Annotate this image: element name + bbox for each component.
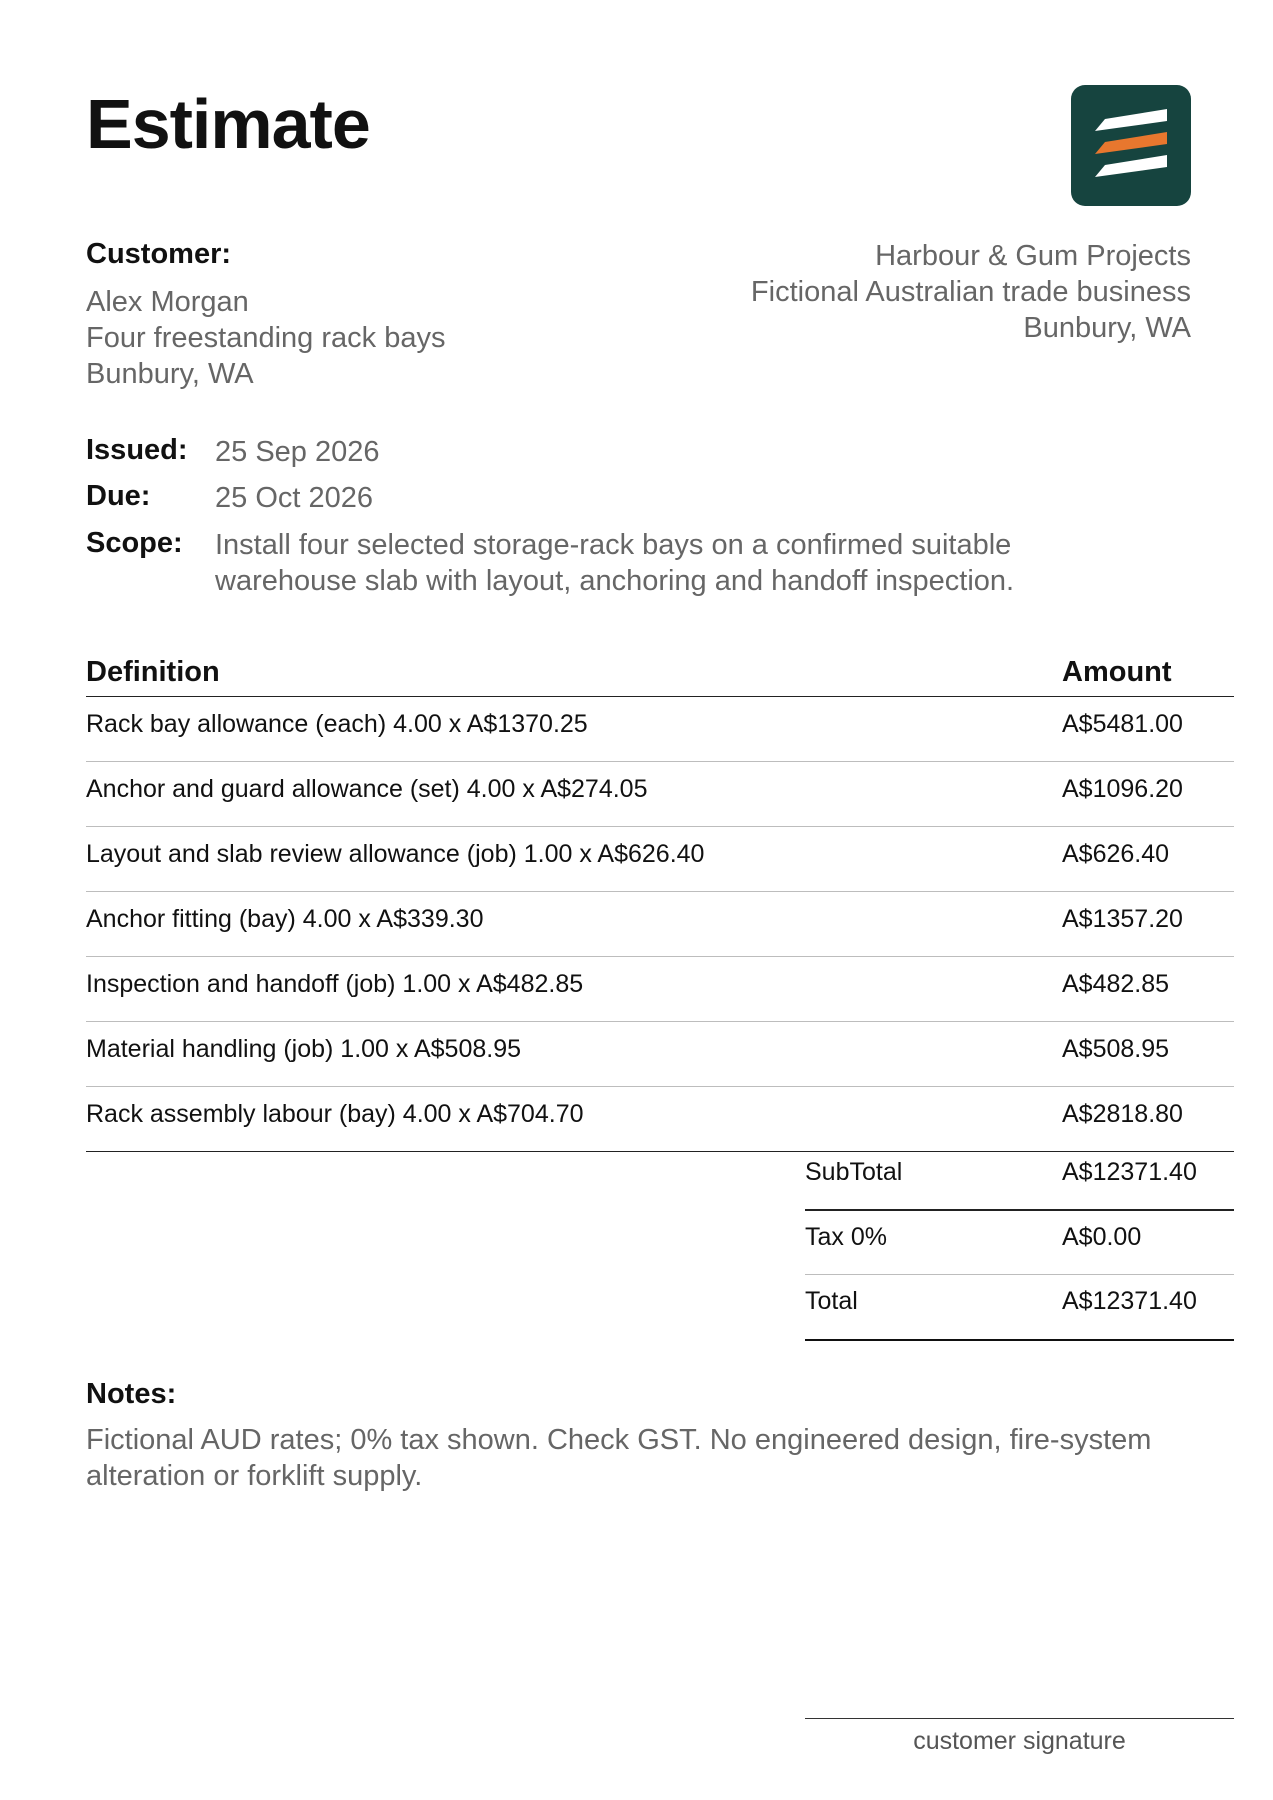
row-amount: A$2818.80	[1062, 1100, 1183, 1128]
row-definition: Rack bay allowance (each) 4.00 x A$1370.25	[86, 710, 588, 738]
table-row	[86, 957, 1234, 1022]
scope-label: Scope:	[86, 527, 183, 559]
amount-header: Amount	[1062, 656, 1172, 688]
row-amount: A$626.40	[1062, 840, 1170, 868]
table-row	[86, 892, 1234, 957]
total-row	[805, 1275, 1234, 1341]
business-location: Bunbury, WA	[1023, 312, 1191, 344]
signature-label: customer signature	[913, 1727, 1126, 1755]
tax-value: A$0.00	[1062, 1223, 1142, 1251]
customer-label: Customer:	[86, 238, 232, 270]
totals-block	[805, 1146, 1234, 1341]
company-logo	[1071, 85, 1191, 206]
notes-line: alteration or forklift supply.	[86, 1460, 423, 1492]
business-description: Fictional Australian trade business	[750, 276, 1191, 308]
customer-name: Alex Morgan	[86, 286, 249, 318]
total-label: Total	[805, 1287, 858, 1315]
table-row	[86, 697, 1234, 762]
table-row	[86, 1087, 1234, 1152]
notes-text	[86, 1422, 1246, 1494]
due-label: Due:	[86, 480, 151, 512]
line-items-table	[86, 652, 1234, 1152]
scope-line: Install four selected storage-rack bays on a confirmed suitable	[215, 529, 1012, 561]
table-header	[86, 652, 1234, 697]
row-definition: Anchor fitting (bay) 4.00 x A$339.30	[86, 905, 484, 933]
row-definition: Anchor and guard allowance (set) 4.00 x A$274.05	[86, 775, 648, 803]
due-value: 25 Oct 2026	[215, 482, 373, 514]
row-definition: Material handling (job) 1.00 x A$508.95	[86, 1035, 522, 1063]
row-definition: Inspection and handoff (job) 1.00 x A$482.85	[86, 970, 584, 998]
row-definition: Layout and slab review allowance (job) 1.00 x A$626.40	[86, 840, 705, 868]
definition-header: Definition	[86, 656, 220, 688]
notes-label: Notes:	[86, 1378, 177, 1410]
customer-details	[86, 284, 445, 392]
row-amount: A$5481.00	[1062, 710, 1183, 738]
scope-line: warehouse slab with layout, anchoring and handoff inspection.	[215, 565, 1015, 597]
total-value: A$12371.40	[1062, 1287, 1197, 1315]
notes-line: Fictional AUD rates; 0% tax shown. Check GST. No engineered design, fire-system	[86, 1424, 1152, 1456]
tax-row	[805, 1211, 1234, 1275]
subtotal-row	[805, 1146, 1234, 1211]
business-details	[751, 238, 1191, 346]
issued-label: Issued:	[86, 434, 188, 466]
customer-project: Four freestanding rack bays	[86, 322, 446, 354]
row-amount: A$1357.20	[1062, 905, 1183, 933]
subtotal-label: SubTotal	[805, 1158, 903, 1186]
table-row	[86, 827, 1234, 892]
scope-value	[215, 527, 1014, 599]
row-amount: A$1096.20	[1062, 775, 1183, 803]
row-amount: A$508.95	[1062, 1035, 1170, 1063]
business-name: Harbour & Gum Projects	[875, 240, 1191, 272]
table-row	[86, 762, 1234, 827]
table-row	[86, 1022, 1234, 1087]
row-definition: Rack assembly labour (bay) 4.00 x A$704.70	[86, 1100, 584, 1128]
customer-location: Bunbury, WA	[86, 358, 254, 390]
stacked-planks-logo-icon	[1071, 85, 1191, 206]
document-title: Estimate	[86, 85, 370, 163]
subtotal-value: A$12371.40	[1062, 1158, 1197, 1186]
signature-line	[805, 1718, 1234, 1756]
issued-value: 25 Sep 2026	[215, 436, 380, 468]
row-amount: A$482.85	[1062, 970, 1170, 998]
tax-label: Tax 0%	[805, 1223, 887, 1251]
